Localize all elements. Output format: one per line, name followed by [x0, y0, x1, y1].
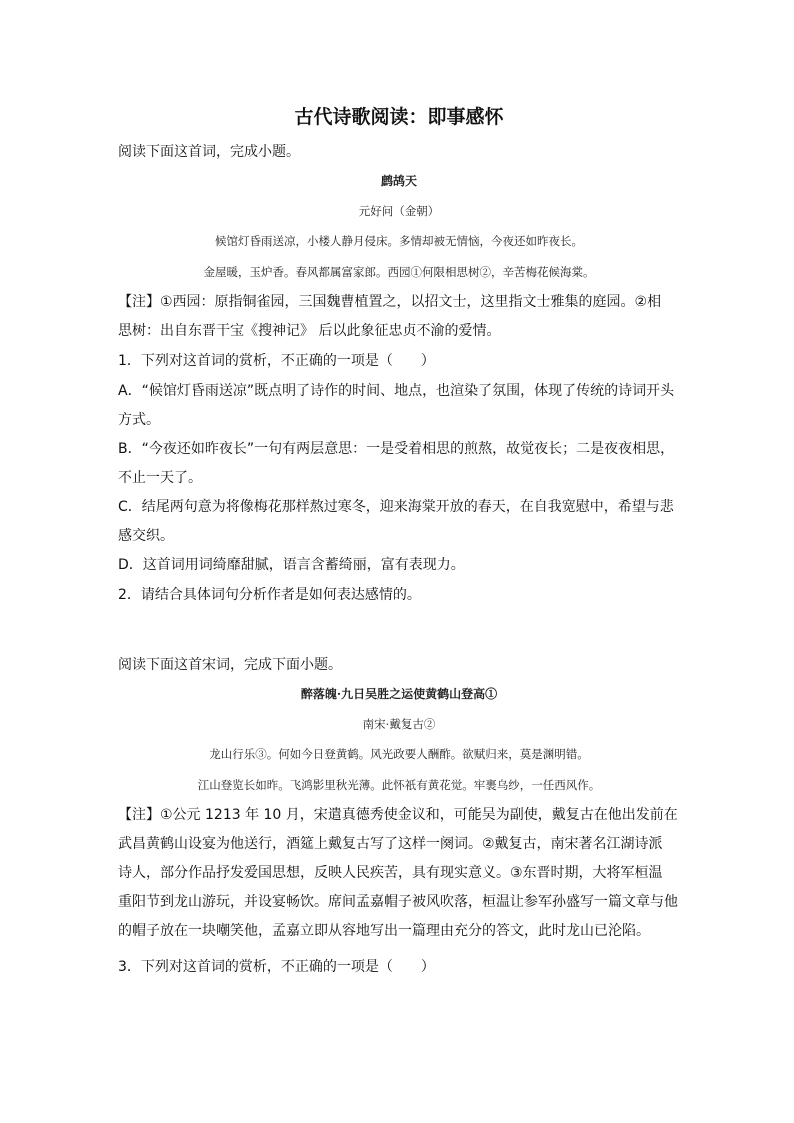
note-line: 【注】①西园：原指铜雀园，三国魏曹植置之，以招文士，这里指文士雅集的庭园。②相 — [118, 294, 662, 310]
section-gap — [118, 611, 680, 651]
option-b-line: 不止一天了。 — [118, 470, 202, 486]
note-line: 重阳节到龙山游玩，并设宴畅饮。席间孟嘉帽子被风吹落，桓温让参军孙盛写一篇文章与他 — [118, 894, 678, 910]
poem-1-notes — [118, 288, 680, 346]
poem-1-author: 元好问（金朝） — [358, 204, 440, 218]
note-line: 诗人，部分作品抒发爱国思想，反映人民疾苦，具有现实意义。③东晋时期，大将军桓温 — [118, 865, 663, 881]
option-a-line: 方式。 — [118, 412, 160, 428]
option-b-line: B．“今夜还如昨夜长”一句有两层意思：一是受着相思的煎熬，故觉夜长；二是夜夜相思， — [118, 441, 675, 457]
option-a-line: A．“候馆灯昏雨送凉”既点明了诗作的时间、地点，也渲染了氛围，体现了传统的诗词开头 — [118, 383, 675, 399]
poem-2-title: 醉落魄·九日吴胜之运使黄鹤山登高① — [300, 687, 498, 701]
question-1: 1．下列对这首词的赏析，不正确的一项是（ ） — [118, 353, 435, 369]
poem-1-line: 金屋暖，玉炉香。春风都属富家郎。西园①何限相思树②，辛苦梅花候海棠。 — [203, 265, 595, 279]
question-1-options — [118, 377, 680, 580]
poem-1 — [118, 166, 680, 288]
note-line: 武昌黄鹤山设宴为他送行，酒筵上戴复古写了这样一阕词。②戴复古，南宋著名江湖诗派 — [118, 836, 663, 852]
option-c-line: 感交织。 — [118, 528, 174, 544]
note-line: 【注】①公元 1213 年 10 月，宋遣真德秀使金议和，可能吴为副使，戴复古在他出发前在 — [118, 807, 678, 823]
poem-2-line: 龙山行乐③。何如今日登黄鹤。风光政要人酬酢。欲赋归来，莫是渊明错。 — [209, 747, 589, 761]
poem-1-line: 候馆灯昏雨送凉，小楼人静月侵床。多情却被无情恼，今夜还如昨夜长。 — [215, 234, 583, 248]
section2-intro: 阅读下面这首宋词，完成下面小题。 — [118, 657, 342, 673]
poem-2 — [118, 679, 680, 801]
question-2: 2．请结合具体词句分析作者是如何表达感情的。 — [118, 587, 421, 603]
note-line: 的帽子放在一块嘲笑他，孟嘉立即从容地写出一篇理由充分的答文，此时龙山已沦陷。 — [118, 923, 650, 939]
poem-1-title: 鹧鸪天 — [380, 174, 417, 188]
option-d-line: D．这首词用词绮靡甜腻，语言含蓄绮丽，富有表现力。 — [118, 557, 465, 573]
poem-2-notes — [118, 801, 680, 946]
page-title: 古代诗歌阅读：即事感怀 — [294, 106, 504, 128]
note-line: 思树：出自东晋干宝《搜神记》 后以此象征忠贞不渝的爱情。 — [118, 323, 501, 339]
question-3: 3．下列对这首词的赏析，不正确的一项是（ ） — [118, 959, 435, 975]
poem-2-author: 南宋·戴复古② — [362, 717, 436, 731]
section1-intro: 阅读下面这首词，完成小题。 — [118, 144, 300, 160]
poem-2-line: 江山登览长如昨。飞鸿影里秋光薄。此怀祇有黄花觉。牢裹乌纱，一任西风作。 — [197, 778, 601, 792]
option-c-line: C．结尾两句意为将像梅花那样熬过寒冬，迎来海棠开放的春天，在自我宽慰中，希望与悲 — [118, 499, 674, 515]
